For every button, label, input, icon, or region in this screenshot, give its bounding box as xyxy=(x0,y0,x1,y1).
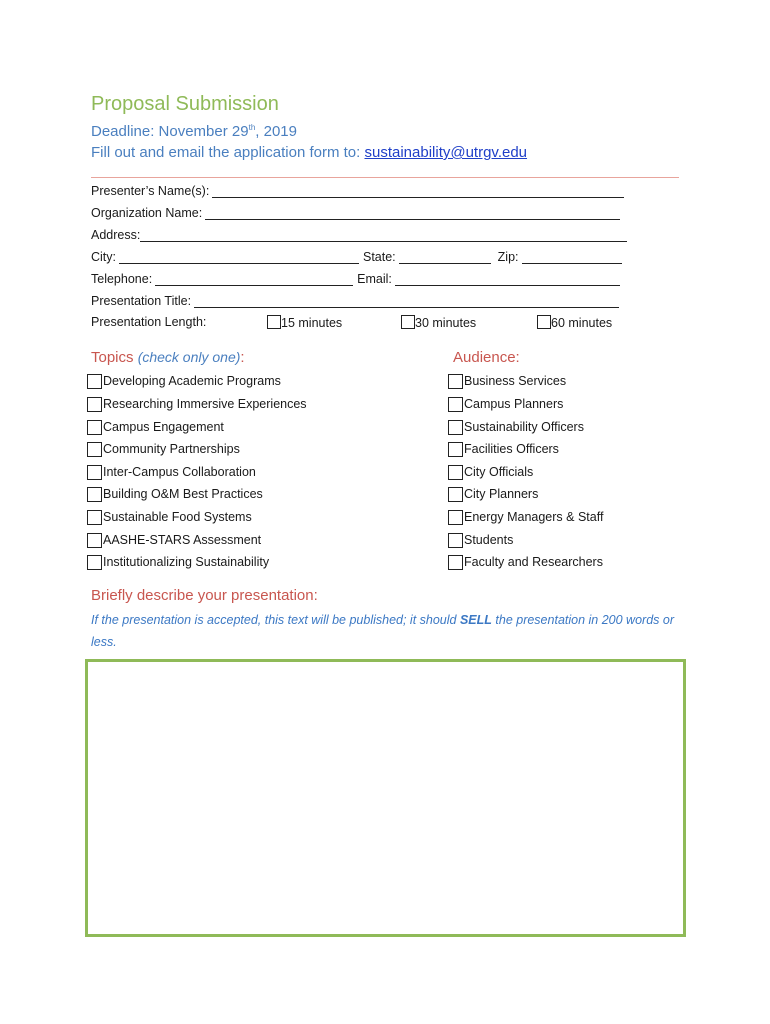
checkbox[interactable] xyxy=(87,487,102,502)
divider xyxy=(91,177,679,178)
topic-item[interactable] xyxy=(87,553,269,571)
topic-item[interactable] xyxy=(87,463,256,481)
email-link[interactable]: sustainability@utrgv.edu xyxy=(364,144,528,161)
presentation-title-input[interactable] xyxy=(194,295,619,308)
address-label: Address: xyxy=(91,228,141,242)
audience-item[interactable] xyxy=(448,485,538,503)
audience-item[interactable] xyxy=(448,553,603,571)
topic-item[interactable] xyxy=(87,508,252,526)
topic-item[interactable] xyxy=(87,531,261,549)
description-textbox[interactable] xyxy=(85,659,686,937)
topic-item[interactable] xyxy=(87,418,224,436)
checkbox[interactable] xyxy=(87,555,102,570)
organization-label: Organization Name: xyxy=(91,206,203,220)
checkbox[interactable] xyxy=(448,397,463,412)
audience-title: Audience: xyxy=(453,349,520,366)
audience-label: Students xyxy=(464,533,514,547)
email-label: Email: xyxy=(357,272,392,286)
deadline-sup: th xyxy=(248,123,256,132)
checkbox[interactable] xyxy=(448,374,463,389)
audience-item[interactable] xyxy=(448,463,533,481)
city-state-zip-row xyxy=(91,250,622,264)
topics-colon: : xyxy=(240,349,245,366)
checkbox[interactable] xyxy=(87,533,102,548)
presentation-length-label: Presentation Length: xyxy=(91,315,207,329)
checkbox[interactable] xyxy=(448,533,463,548)
describe-note xyxy=(91,609,691,653)
length-option-label: 30 minutes xyxy=(415,316,477,330)
checkbox[interactable] xyxy=(448,510,463,525)
deadline xyxy=(91,123,297,140)
topic-label: Campus Engagement xyxy=(103,420,224,434)
audience-item[interactable] xyxy=(448,418,584,436)
topic-item[interactable] xyxy=(87,440,240,458)
presentation-title-label: Presentation Title: xyxy=(91,294,192,308)
checkbox[interactable] xyxy=(537,315,551,329)
topic-label: Institutionalizing Sustainability xyxy=(103,555,270,569)
topic-item[interactable] xyxy=(87,485,263,503)
audience-label: Campus Planners xyxy=(464,397,564,411)
city-label: City: xyxy=(91,250,116,264)
organization-field xyxy=(91,206,620,220)
presenters-field xyxy=(91,184,624,198)
presenters-label: Presenter’s Name(s): xyxy=(91,184,210,198)
length-option-label: 60 minutes xyxy=(551,316,613,330)
topic-label: Sustainable Food Systems xyxy=(103,510,252,524)
telephone-input[interactable] xyxy=(155,273,353,286)
email-input[interactable] xyxy=(395,273,620,286)
checkbox[interactable] xyxy=(448,487,463,502)
telephone-email-row xyxy=(91,272,620,286)
checkbox[interactable] xyxy=(448,555,463,570)
zip-label: Zip: xyxy=(497,250,519,264)
email-instruction xyxy=(91,144,527,161)
checkbox[interactable] xyxy=(87,420,102,435)
describe-note-b: the presentation in 200 words or less. xyxy=(91,613,674,649)
checkbox[interactable] xyxy=(448,442,463,457)
deadline-prefix: Deadline: November 29 xyxy=(91,123,249,140)
city-input[interactable] xyxy=(119,251,359,264)
audience-item[interactable] xyxy=(448,395,563,413)
topic-label: Developing Academic Programs xyxy=(103,374,281,388)
checkbox[interactable] xyxy=(401,315,415,329)
state-input[interactable] xyxy=(399,251,491,264)
topic-label: Researching Immersive Experiences xyxy=(103,397,307,411)
address-field xyxy=(91,228,627,242)
length-option-30[interactable] xyxy=(401,315,476,330)
checkbox[interactable] xyxy=(267,315,281,329)
audience-label: City Planners xyxy=(464,487,539,501)
topic-label: Inter-Campus Collaboration xyxy=(103,465,256,479)
audience-label: Business Services xyxy=(464,374,567,388)
checkbox[interactable] xyxy=(87,374,102,389)
describe-note-bold: SELL xyxy=(459,613,492,627)
topic-item[interactable] xyxy=(87,395,307,413)
topic-label: Building O&M Best Practices xyxy=(103,487,263,501)
audience-item[interactable] xyxy=(448,508,603,526)
length-option-label: 15 minutes xyxy=(281,316,343,330)
state-label: State: xyxy=(363,250,396,264)
audience-label: Faculty and Researchers xyxy=(464,555,603,569)
audience-item[interactable] xyxy=(448,372,566,390)
topic-item[interactable] xyxy=(87,372,281,390)
audience-label: Facilities Officers xyxy=(464,442,559,456)
audience-label: Energy Managers & Staff xyxy=(464,510,604,524)
describe-note-a: If the presentation is accepted, this text will be published; it should xyxy=(91,613,460,627)
address-input[interactable] xyxy=(140,229,627,242)
audience-label: City Officials xyxy=(464,465,534,479)
audience-item[interactable] xyxy=(448,531,513,549)
checkbox[interactable] xyxy=(87,442,102,457)
telephone-label: Telephone: xyxy=(91,272,153,286)
checkbox[interactable] xyxy=(87,397,102,412)
audience-label: Sustainability Officers xyxy=(464,420,584,434)
describe-title: Briefly describe your presentation: xyxy=(91,587,318,604)
deadline-suffix: , 2019 xyxy=(255,123,297,140)
checkbox[interactable] xyxy=(87,465,102,480)
topics-title-text: Topics xyxy=(91,349,138,366)
page-title: Proposal Submission xyxy=(91,93,279,115)
checkbox[interactable] xyxy=(448,465,463,480)
organization-input[interactable] xyxy=(205,207,620,220)
checkbox[interactable] xyxy=(87,510,102,525)
presenters-input[interactable] xyxy=(212,185,624,198)
topic-label: AASHE-STARS Assessment xyxy=(103,533,262,547)
checkbox[interactable] xyxy=(448,420,463,435)
zip-input[interactable] xyxy=(522,251,622,264)
topic-label: Community Partnerships xyxy=(103,442,240,456)
length-option-15[interactable] xyxy=(267,315,342,330)
length-option-60[interactable] xyxy=(537,315,612,330)
email-instruction-text: Fill out and email the application form to: xyxy=(91,144,365,161)
topics-title xyxy=(91,349,245,366)
presentation-title-field xyxy=(91,294,619,308)
audience-item[interactable] xyxy=(448,440,559,458)
topics-hint: (check only one) xyxy=(137,349,241,365)
